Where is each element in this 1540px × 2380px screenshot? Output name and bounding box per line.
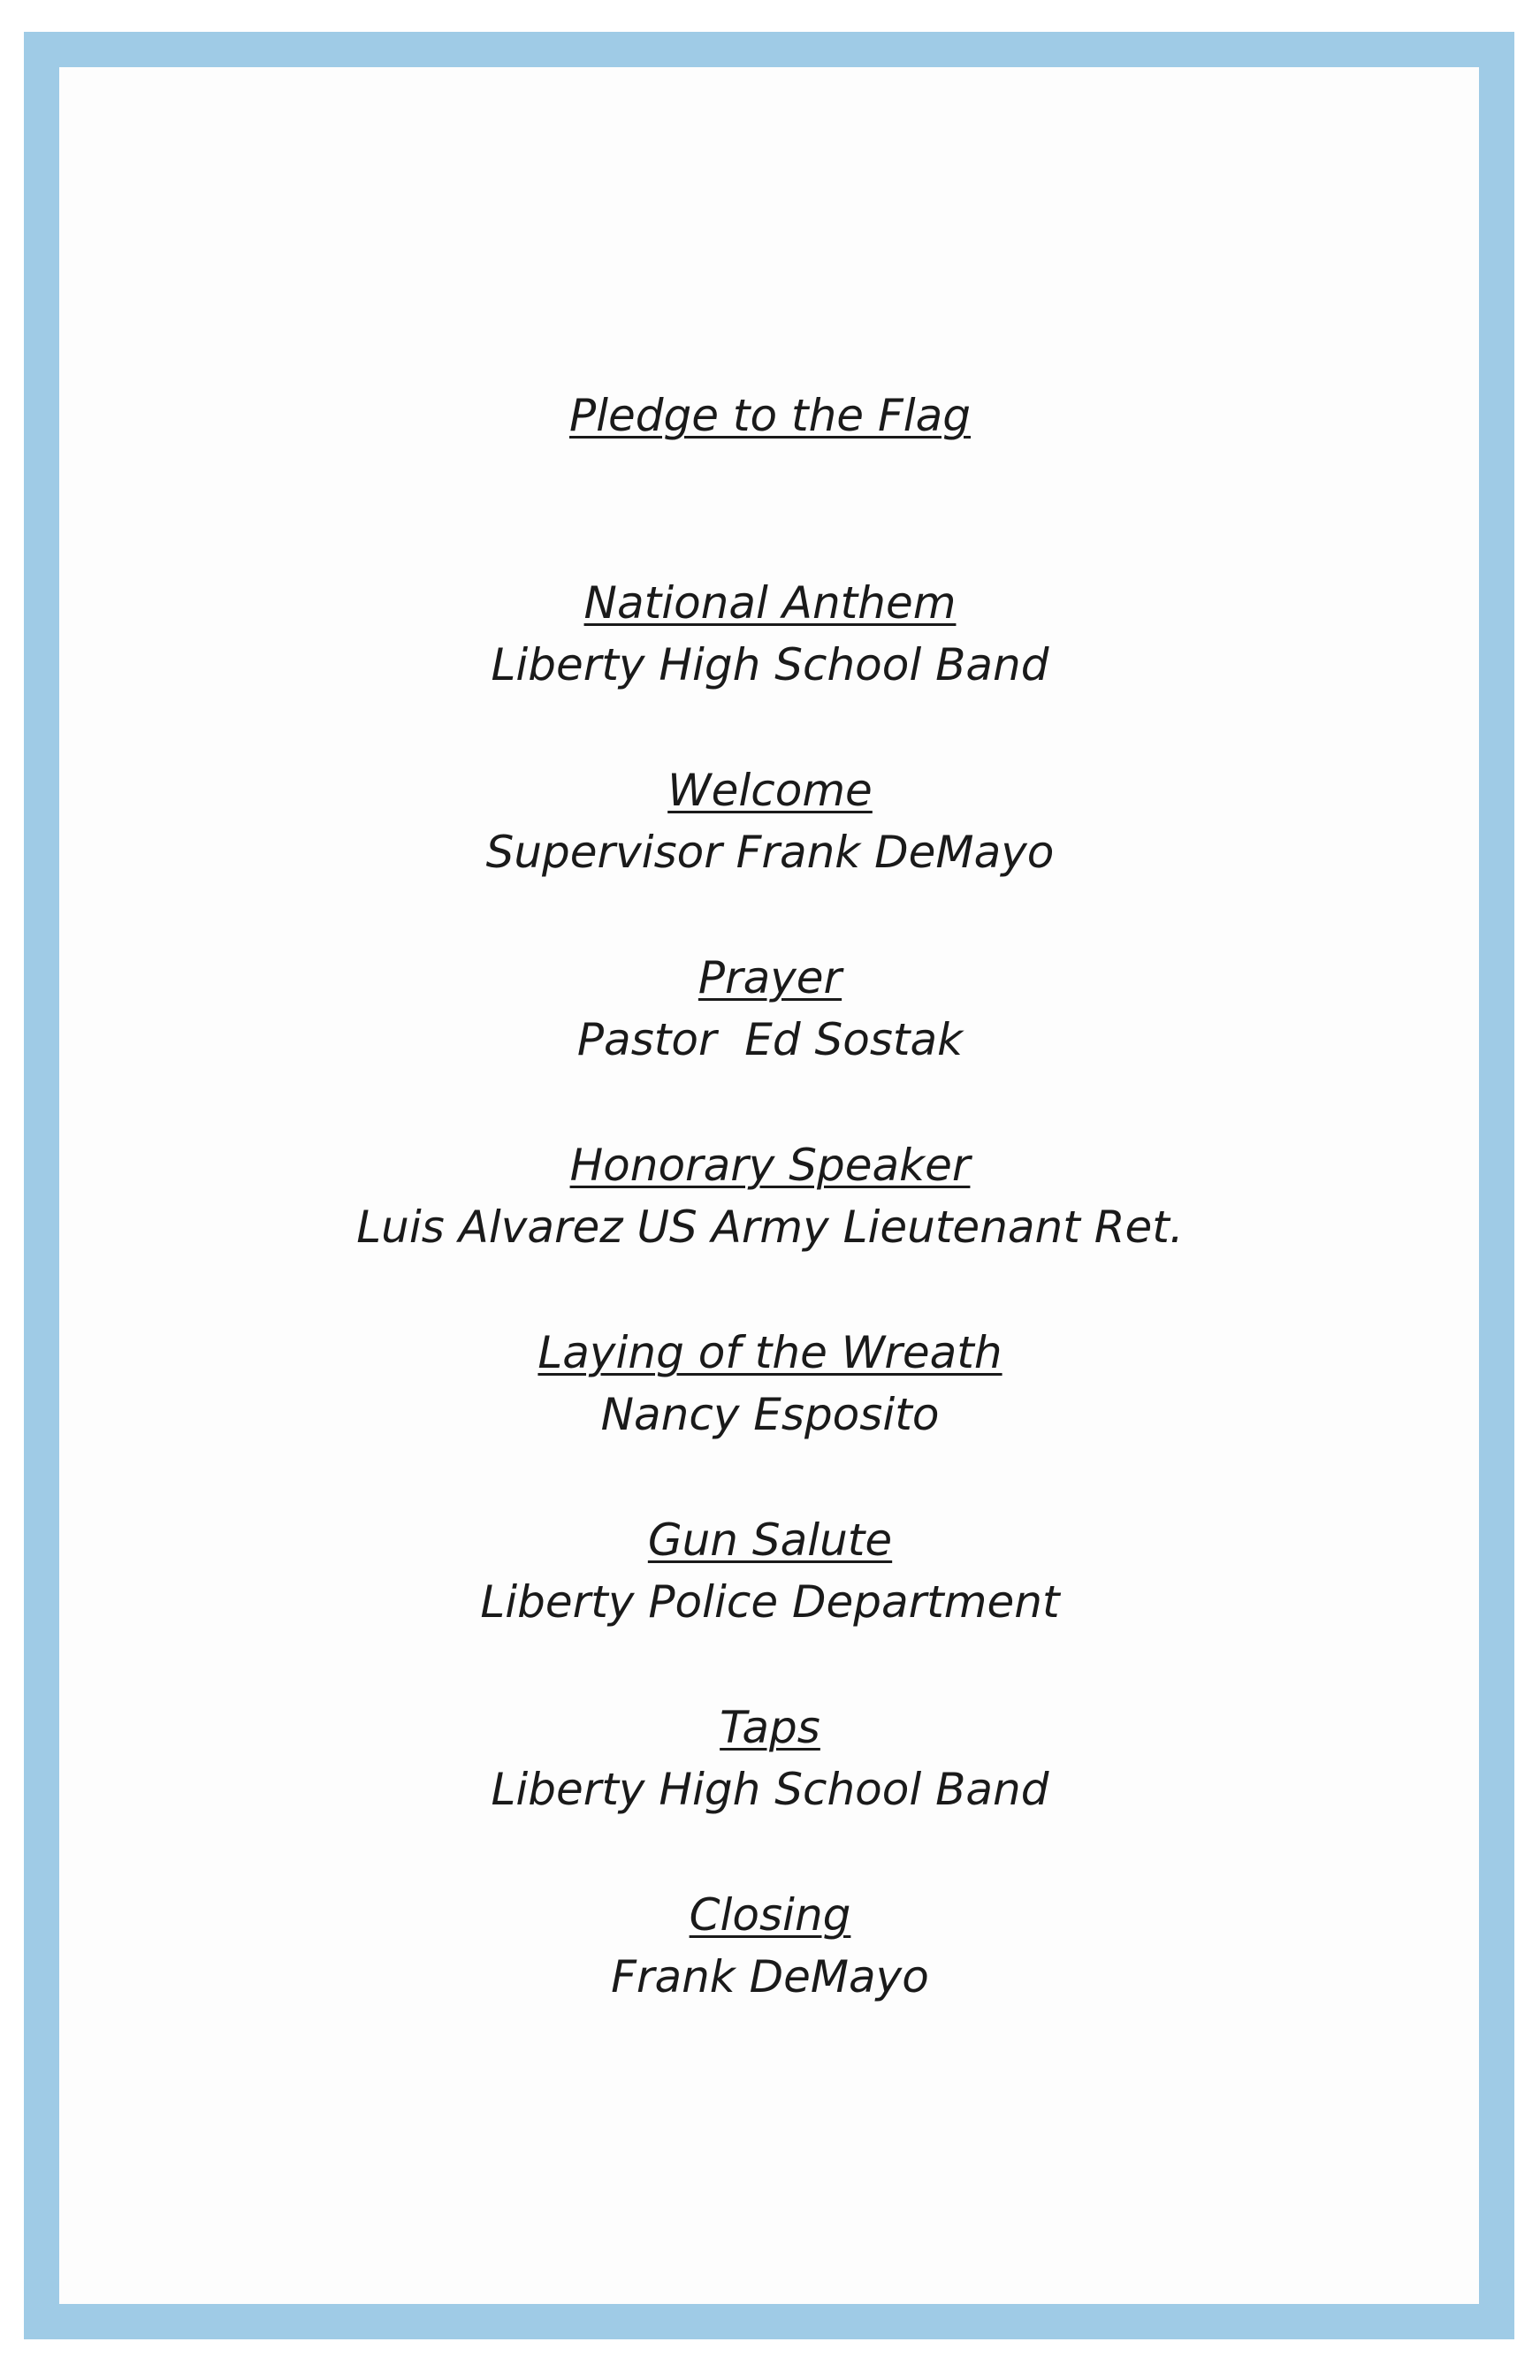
item-person: Liberty Police Department xyxy=(480,1576,1060,1628)
item-person: Luis Alvarez US Army Lieutenant Ret. xyxy=(356,1201,1184,1253)
item-title: Prayer xyxy=(698,952,842,1003)
item-title: Welcome xyxy=(667,765,873,816)
item-person: Pastor Ed Sostak xyxy=(576,1014,964,1065)
item-person: Liberty High School Band xyxy=(491,639,1049,690)
program-item-welcome xyxy=(0,759,1540,947)
item-title: Gun Salute xyxy=(647,1514,893,1566)
program-item-closing xyxy=(0,1884,1540,2071)
program-item-gun-salute xyxy=(0,1509,1540,1697)
item-person: Supervisor Frank DeMayo xyxy=(485,827,1055,878)
item-title: Pledge to the Flag xyxy=(568,390,971,441)
item-person: Liberty High School Band xyxy=(491,1764,1049,1815)
program-item-speaker xyxy=(0,1134,1540,1322)
item-person: Frank DeMayo xyxy=(611,1951,929,2002)
item-title: Honorary Speaker xyxy=(569,1140,971,1191)
item-title: Taps xyxy=(720,1702,820,1753)
program-item-taps xyxy=(0,1697,1540,1884)
item-person: Nancy Esposito xyxy=(600,1389,940,1440)
program-item-pledge xyxy=(0,385,1540,572)
program-item-prayer xyxy=(0,947,1540,1134)
item-title: Closing xyxy=(689,1889,851,1941)
program-item-wreath xyxy=(0,1322,1540,1509)
item-title: National Anthem xyxy=(583,577,957,629)
program-item-anthem xyxy=(0,572,1540,759)
program-list xyxy=(0,385,1540,2071)
item-title: Laying of the Wreath xyxy=(537,1327,1003,1378)
